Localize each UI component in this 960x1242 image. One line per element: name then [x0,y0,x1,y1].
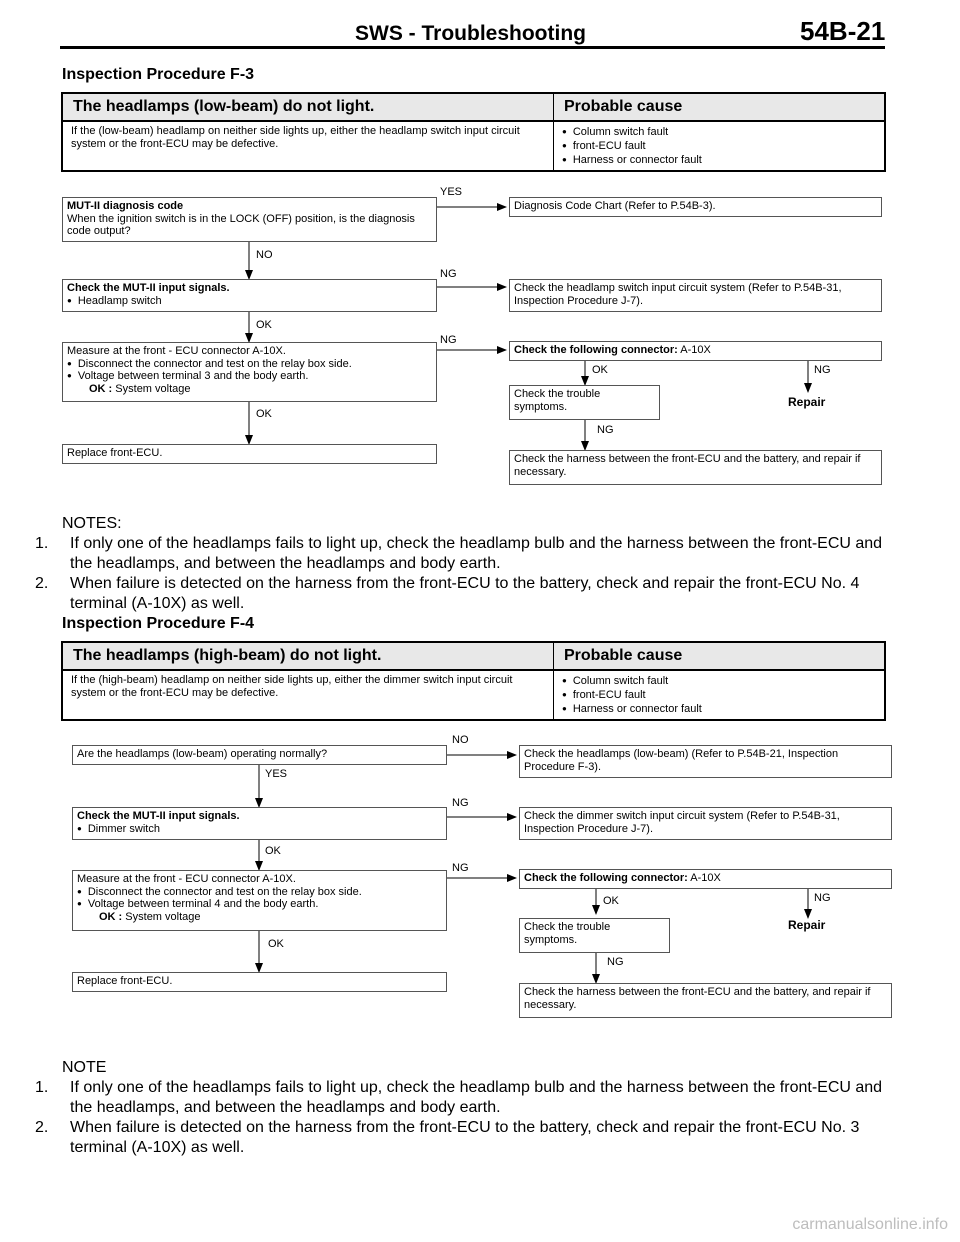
f4-box3-item: ● Voltage between terminal 4 and the body earth. [77,898,442,911]
f4-result-harness: Check the harness between the front-ECU and the battery, and repair if necessary. [519,983,892,1018]
f3-note-num: 2. [35,575,49,592]
f4-ng2-label: NG [452,797,469,809]
f4-notes [35,1058,890,1158]
f4-note-num: 1. [35,1079,49,1096]
f4-box3-ok-text: System voltage [125,910,201,923]
f3-result3-text: A-10X [680,344,711,356]
f4-result-connector [519,869,892,889]
f3-ng3-label: NG [440,334,457,346]
f4-ng4-label: NG [607,956,624,968]
f4-cause-item: ● Column switch fault [562,674,876,688]
f3-box3-line1: Measure at the front - ECU connector A-10X. [67,345,286,357]
f4-cause-header: Probable cause [554,642,886,670]
f4-ok2-label: OK [265,845,281,857]
f3-box-replace-ecu: Replace front-ECU. [62,444,437,464]
f3-ok4-label: OK [256,408,272,420]
f4-box3-ok-label: OK : [99,910,123,923]
f3-box2-item: ● Headlamp switch [67,295,432,308]
f3-box3-item: ● Disconnect the connector and test on the relay box side. [67,358,432,371]
f4-cause-item: ● Harness or connector fault [562,702,876,716]
f4-note-item [35,1078,890,1118]
f4-symptom-header: The headlamps (high-beam) do not light. [62,642,554,670]
f4-description: If the (high-beam) headlamp on neither side lights up, either the dimmer switch input circuit system or the front-ECU may be defective. [71,674,513,699]
f4-box-measure [72,870,447,931]
f4-cause-item: ● front-ECU fault [562,688,876,702]
f3-note-num: 1. [35,535,49,552]
f4-repair-label: Repair [788,918,826,932]
f4-ng3b-label: NG [814,892,831,904]
f4-box-input-signals [72,807,447,840]
f3-yes1-label: YES [440,186,463,198]
f3-ng2-label: NG [440,268,457,280]
f3-symptom-header: The headlamps (low-beam) do not light. [62,93,554,121]
f4-result-lowbeam: Check the headlamps (low-beam) (Refer to P.54B-21, Inspection Procedure F-3). [519,745,892,778]
f4-note-num: 2. [35,1119,49,1136]
f4-section-title: Inspection Procedure F-4 [62,615,255,632]
page-number: 54B-21 [800,16,886,46]
f4-box-trouble-symptoms: Check the trouble symptoms. [519,918,670,953]
f3-result3-bold: Check the following connector: [514,344,678,356]
f3-cause-item: ● front-ECU fault [562,139,876,153]
f3-result-diagnosis-chart: Diagnosis Code Chart (Refer to P.54B-3). [509,197,882,217]
f4-box-lowbeam-check: Are the headlamps (low-beam) operating normally? [72,745,447,765]
f4-note-item [35,1118,890,1158]
f4-result3-text: A-10X [690,872,721,884]
f4-no1-label: NO [452,734,469,746]
f3-ng4-label: NG [597,424,614,436]
f3-no1-label: NO [256,249,273,261]
f4-note-text: When failure is detected on the harness from the front-ECU to the battery, check and repair the front-ECU No. 3 terminal (A-10X) as well. [70,1119,860,1156]
f4-notes-title: NOTE [62,1059,107,1076]
f3-notes-title: NOTES: [62,515,122,532]
f3-note-text: If only one of the headlamps fails to light up, check the headlamp bulb and the harness between the front-ECU and the headlamps, and between the headlamps and body earth. [70,535,883,572]
f3-repair-label: Repair [788,395,826,409]
watermark: carmanualsonline.info [792,1216,948,1233]
f3-result-switch-circuit: Check the headlamp switch input circuit system (Refer to P.54B-31, Inspection Procedure J-7). [509,279,882,312]
f3-note-text: When failure is detected on the harness from the front-ECU to the battery, check and repair the front-ECU No. 4 terminal (A-10X) as well. [70,575,860,612]
f4-ok3-label: OK [603,895,619,907]
f3-ok3-label: OK [592,364,608,376]
f4-box2-item: ● Dimmer switch [77,823,442,836]
f4-box3-ok [77,911,442,924]
f3-section-title: Inspection Procedure F-3 [62,66,255,83]
f3-box3-ok-text: System voltage [115,382,191,395]
f4-box-replace-ecu: Replace front-ECU. [72,972,447,992]
f4-box2-title: Check the MUT-II input signals. [77,810,240,822]
f3-ng3b-label: NG [814,364,831,376]
f4-box3-item: ● Disconnect the connector and test on the relay box side. [77,886,442,899]
f3-description: If the (low-beam) headlamp on neither side lights up, either the headlamp switch input circuit system or the front-ECU may be defective. [71,125,520,150]
f4-yes1-label: YES [265,768,288,780]
f3-box1-text: When the ignition switch is in the LOCK (OFF) position, is the diagnosis code output? [67,212,415,237]
f4-result-dimmer-circuit: Check the dimmer switch input circuit system (Refer to P.54B-31, Inspection Procedure J-7). [519,807,892,840]
f3-box3-ok-label: OK : [89,382,113,395]
f3-result-harness: Check the harness between the front-ECU and the battery, and repair if necessary. [509,450,882,485]
f4-ok4-label: OK [268,938,284,950]
f3-box-trouble-symptoms: Check the trouble symptoms. [509,385,660,420]
f3-cause-item: ● Column switch fault [562,125,876,139]
header-title: SWS - Troubleshooting [355,22,586,45]
f3-box1-title: MUT-II diagnosis code [67,200,184,212]
f4-result3-bold: Check the following connector: [524,872,688,884]
f3-box2-title: Check the MUT-II input signals. [67,282,230,294]
f3-ok2-label: OK [256,319,272,331]
f3-cause-item: ● Harness or connector fault [562,153,876,167]
f3-box3-item: ● Voltage between terminal 3 and the body earth. [67,370,432,383]
f4-box3-line1: Measure at the front - ECU connector A-10X. [77,873,296,885]
f4-ng3-label: NG [452,862,469,874]
f3-cause-header: Probable cause [554,93,886,121]
f4-note-text: If only one of the headlamps fails to light up, check the headlamp bulb and the harness between the front-ECU and the headlamps, and between the headlamps and body earth. [70,1079,883,1116]
